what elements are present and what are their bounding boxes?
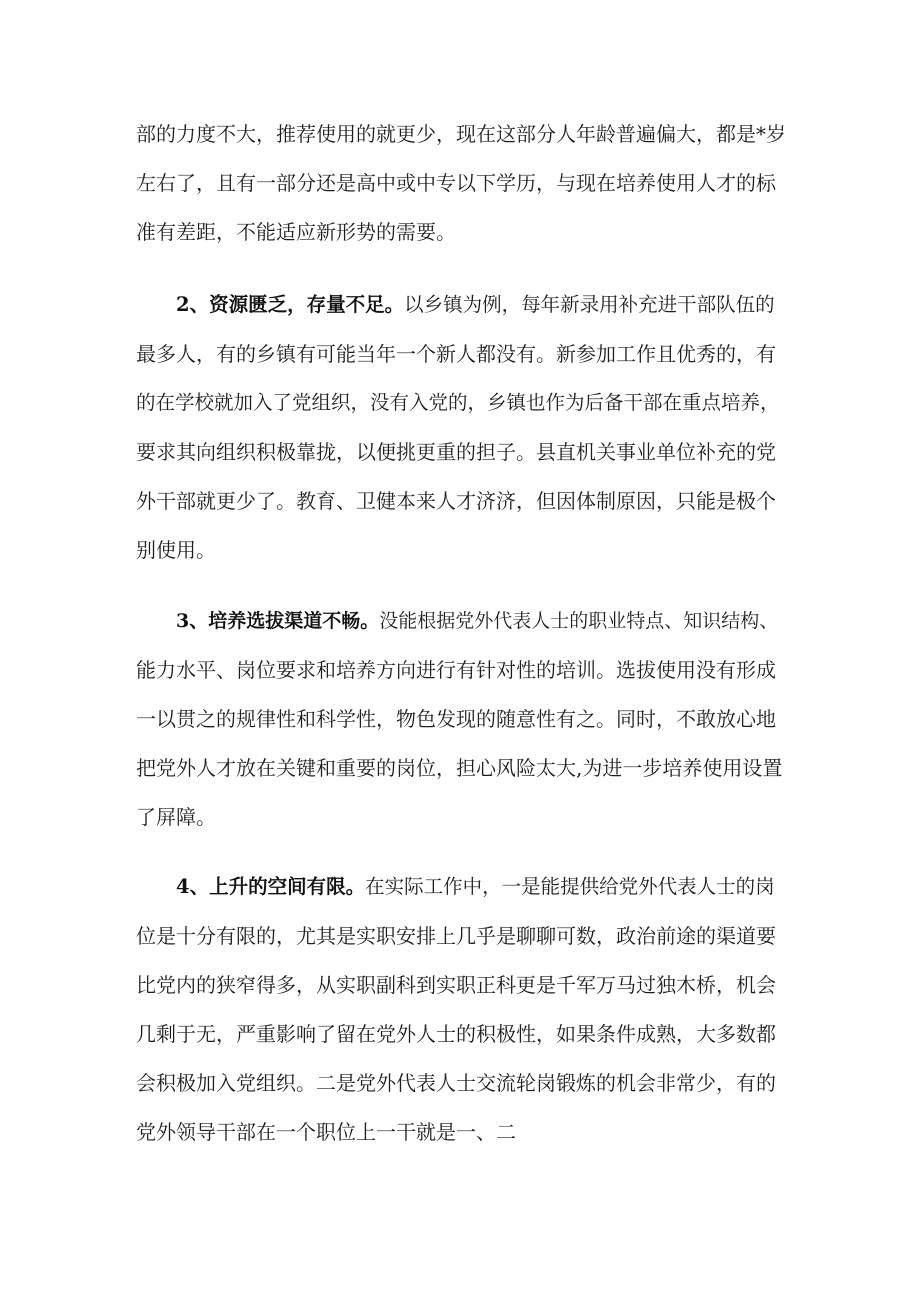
paragraph-line: 外干部就更少了。教育、卫健本来人才济济，但因体制原因，只能是极个 bbox=[136, 489, 776, 513]
paragraph-line: 部的力度不大，推荐使用的就更少，现在这部分人年龄普遍偏大，都是*岁 bbox=[136, 122, 786, 146]
paragraph-line: 比党内的狭窄得多，从实职副科到实职正科更是千军万马过独木桥，机会 bbox=[136, 973, 776, 997]
section-heading: 2、资源匮乏，存量不足。 bbox=[176, 293, 405, 316]
paragraph-line: 左右了，且有一部分还是高中或中专以下学历，与现在培养使用人才的标 bbox=[136, 171, 776, 195]
paragraph-line: 能力水平、岗位要求和培养方向进行有针对性的培训。选拔使用没有形成 bbox=[136, 658, 776, 682]
paragraph-line: 几剩于无，严重影响了留在党外人士的积极性，如果条件成熟，大多数都 bbox=[136, 1022, 776, 1046]
paragraph-line: 最多人，有的乡镇有可能当年一个新人都没有。新参加工作且优秀的，有 bbox=[136, 342, 776, 366]
paragraph-line: 了屏障。 bbox=[136, 805, 216, 829]
paragraph-text: 没能根据党外代表人士的职业特点、知识结构、 bbox=[379, 610, 779, 632]
paragraph-text: 以乡镇为例，每年新录用补充进干部队伍的 bbox=[404, 293, 775, 316]
paragraph-line: 的在学校就加入了党组织，没有入党的，乡镇也作为后备干部在重点培养， bbox=[136, 391, 780, 414]
paragraph-first-line bbox=[176, 867, 775, 907]
paragraph-line: 把党外人才放在关键和重要的岗位，担心风险太大,为进一步培养使用设置 bbox=[136, 756, 783, 780]
paragraph-line: 准有差距，不能适应新形势的需要。 bbox=[136, 220, 456, 244]
paragraph-first-line bbox=[176, 601, 778, 641]
paragraph-line: 别使用。 bbox=[136, 538, 216, 562]
paragraph-line: 要求其向组织积极靠拢，以便挑更重的担子。县直机关事业单位补充的党 bbox=[136, 440, 776, 464]
paragraph-line: 会积极加入党组织。二是党外代表人士交流轮岗锻炼的机会非常少，有的 bbox=[136, 1071, 776, 1095]
paragraph-line: 位是十分有限的，尤其是实职安排上几乎是聊聊可数，政治前途的渠道要 bbox=[136, 924, 776, 948]
section-heading: 4、上升的空间有限。 bbox=[176, 875, 366, 898]
paragraph-line: 一以贯之的规律性和科学性，物色发现的随意性有之。同时，不敢放心地 bbox=[136, 707, 776, 731]
paragraph-line: 党外领导干部在一个职位上一干就是一、二 bbox=[136, 1120, 516, 1144]
paragraph-text: 在实际工作中，一是能提供给党外代表人士的岗 bbox=[365, 875, 775, 898]
paragraph-first-line bbox=[176, 285, 775, 325]
section-heading: 3、培养选拔渠道不畅。 bbox=[176, 610, 380, 632]
